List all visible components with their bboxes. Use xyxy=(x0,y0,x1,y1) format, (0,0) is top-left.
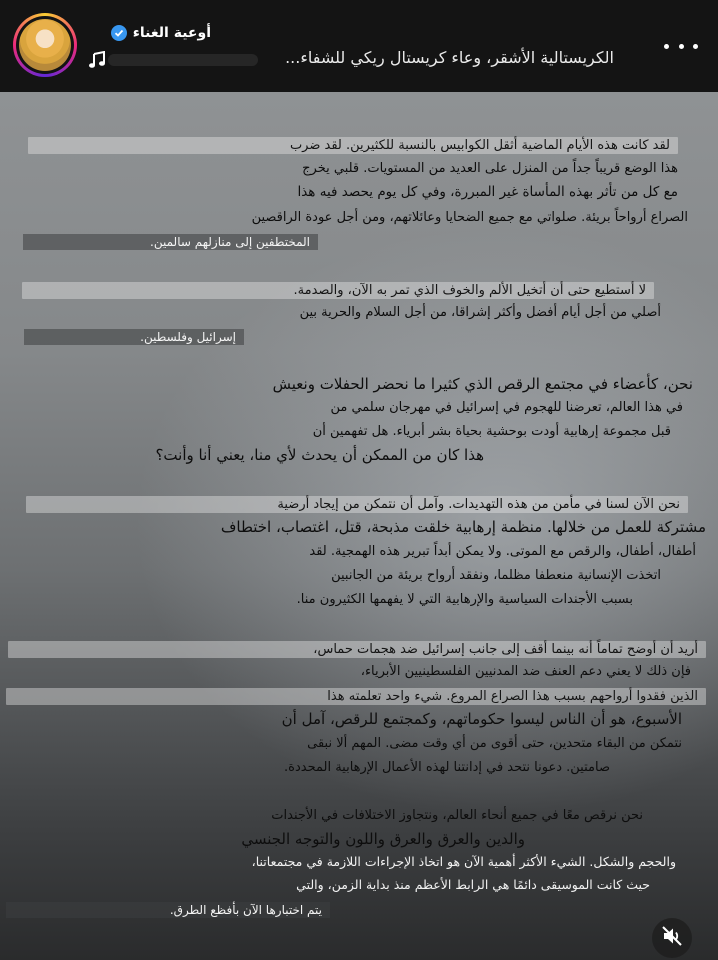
letter-line: إسرائيل وفلسطين. xyxy=(24,329,244,345)
avatar[interactable] xyxy=(13,13,77,77)
mute-toggle-button[interactable] xyxy=(652,918,692,958)
letter-line: والدين والعرق والعرق واللون والتوجه الجنسي xyxy=(241,830,525,848)
letter-line: بسبب الأجندات السياسية والإرهابية التي لا يفهمها الكثيرون منا. xyxy=(296,592,633,607)
letter-line: فإن ذلك لا يعني دعم العنف ضد المدنيين الفلسطينيين الأبرياء، xyxy=(360,664,691,679)
letter-line: نتمكن من البقاء متحدين، حتى أقوى من أي وقت مضى. المهم ألا نبقى xyxy=(307,736,682,751)
letter-line: نحن نرقص معًا في جميع أنحاء العالم، ونتجاوز الاختلافات في الأجندات xyxy=(271,808,643,823)
more-dot xyxy=(664,44,669,49)
letter-line: المختطفين إلى منازلهم سالمين. xyxy=(23,234,318,250)
post-header xyxy=(0,0,718,92)
letter-line: لا أستطيع حتى أن أتخيل الألم والخوف الذي تمر به الآن، والصدمة. xyxy=(22,282,654,299)
letter-line: الذين فقدوا أرواحهم بسبب هذا الصراع المروع. شيء واحد تعلمته هذا xyxy=(6,688,706,705)
letter-line: أريد أن أوضح تماماً أنه بينما أقف إلى جانب إسرائيل ضد هجمات حماس، xyxy=(8,641,706,658)
letter-line: الأسبوع، هو أن الناس ليسوا حكوماتهم، وكمجتمع للرقص، آمل أن xyxy=(281,710,682,728)
music-note-icon[interactable] xyxy=(88,51,106,69)
letter-line: صامتين. دعونا نتحد في إدانتنا لهذه الأعمال الإرهابية المحددة. xyxy=(284,760,610,775)
letter-line: نحن، كأعضاء في مجتمع الرقص الذي كثيرا ما نحضر الحفلات ونعيش xyxy=(272,375,693,393)
speaker-muted-icon xyxy=(661,925,683,951)
more-dot xyxy=(693,44,698,49)
letter-line: مع كل من تأثر بهذه المأساة غير المبررة، وفي كل يوم يحصد فيه هذا xyxy=(297,184,678,200)
more-options-button[interactable] xyxy=(664,36,698,56)
letter-line: يتم اختبارها الآن بأفظع الطرق. xyxy=(6,902,330,918)
letter-line: قبل مجموعة إرهابية أودت بوحشية بحياة بشر أبرياء. هل تفهمين أن xyxy=(312,424,671,439)
letter-line: أصلي من أجل أيام أفضل وأكثر إشراقا، من أجل السلام والحرية بين xyxy=(299,305,661,320)
letter-line: والحجم والشكل. الشيء الأكثر أهمية الآن هو اتخاذ الإجراءات اللازمة في مجتمعاتنا، xyxy=(251,854,676,869)
account-name[interactable]: أوعية الغناء xyxy=(132,25,211,41)
letter-line: هذا كان من الممكن أن يحدث لأي منا، يعني أنا وأنت؟ xyxy=(155,446,484,464)
avatar-ring-gap xyxy=(16,16,74,74)
letter-line: مشتركة للعمل من خلالها. منظمة إرهابية خلقت مذبحة، قتل، اغتصاب، اختطاف xyxy=(220,518,706,536)
letter-line: الصراع أرواحاً بريئة. صلواتي مع جميع الضحايا وعائلاتهم، ومن أجل عودة الراقصين xyxy=(251,210,688,225)
letter-text xyxy=(0,92,718,960)
more-dot xyxy=(679,44,684,49)
letter-line: هذا الوضع قريباً جداً من المنزل على العديد من المستويات. قلبي يخرج xyxy=(302,161,678,176)
avatar-image xyxy=(19,19,71,71)
post-caption[interactable]: الكريستالية الأشقر، وعاء كريستال ريكي للشفاء... xyxy=(285,48,614,67)
letter-line: في هذا العالم، تعرضنا للهجوم في إسرائيل في مهرجان سلمي من xyxy=(330,400,683,415)
media-content[interactable] xyxy=(0,92,718,960)
letter-line: اتخذت الإنسانية منعطفا مظلما، ونفقد أرواح بريئة من الجانبين xyxy=(331,568,661,583)
letter-line: نحن الآن لسنا في مأمن من هذه التهديدات. وآمل أن نتمكن من إيجاد أرضية xyxy=(26,496,688,513)
letter-line: حيث كانت الموسيقى دائمًا هي الرابط الأعظم منذ بداية الزمن، والتي xyxy=(296,877,650,892)
verified-badge-icon xyxy=(111,25,127,41)
account-row xyxy=(111,22,211,44)
letter-line: لقد كانت هذه الأيام الماضية أثقل الكوابيس بالنسبة للكثيرين. لقد ضرب xyxy=(28,137,678,154)
letter-line: أطفال، أطفال، والرقص مع الموتى. ولا يمكن أبداً تبرير هذه الهمجية. لقد xyxy=(309,544,696,559)
